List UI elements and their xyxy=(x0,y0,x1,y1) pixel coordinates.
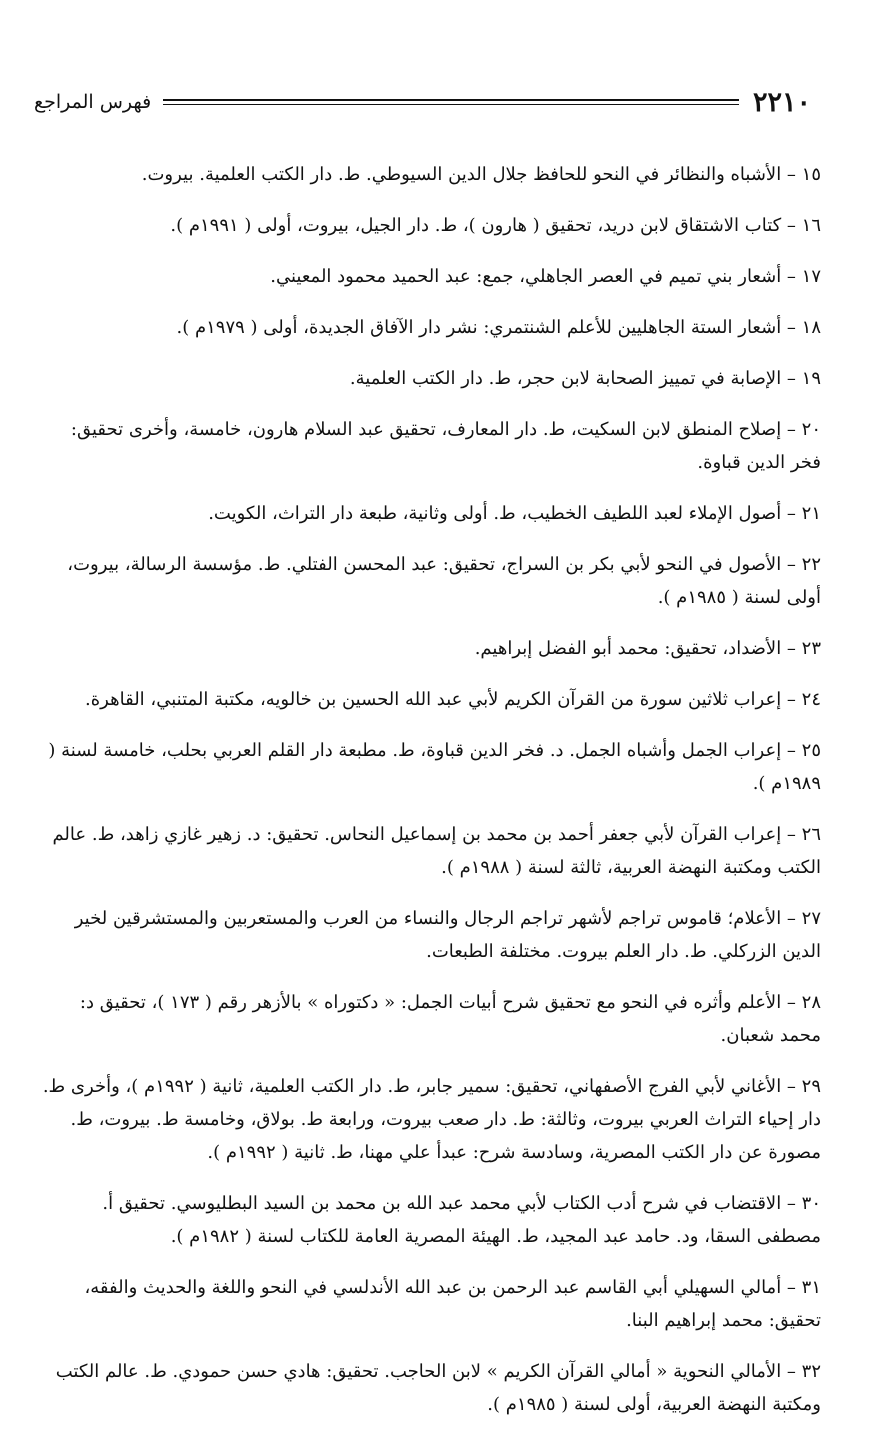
entry-text: إصلاح المنطق لابن السكيت، ط. دار المعارف، تحقيق عبد السلام هارون، خامسة، وأخرى تحقيق: فخر الدين قباوة. xyxy=(70,419,821,473)
page-header xyxy=(34,82,811,122)
entry-text: الاقتضاب في شرح أدب الكتاب لأبي محمد عبد الله بن محمد بن السيد البطليوسي. تحقيق أ. مصطفى السقا، ود. حامد عبد المجيد، ط. الهيئة المصرية العامة للكتاب لسنة ( ١٩٨٢م ). xyxy=(102,1193,821,1247)
header-rule xyxy=(163,99,739,105)
entry-text: الأضداد، تحقيق: محمد أبو الفضل إبراهيم. xyxy=(474,638,782,659)
entry-text: الأغاني لأبي الفرج الأصفهاني، تحقيق: سمير جابر، ط. دار الكتب العلمية، ثانية ( ١٩٩٢م )، وأخرى ط. دار إحياء التراث العربي بيروت، وثالثة: ط. دار صعب بيروت، ورابعة ط. بولاق، وخامسة ط. بيروت، ط. مصورة عن دار الكتب المصرية، وسادسة شرح: عبدأ علي مهنا، ط. ثانية ( ١٩٩٢م ). xyxy=(42,1076,821,1163)
reference-entry: ١٦ – كتاب الاشتقاق لابن دريد، تحقيق ( هارون )، ط. دار الجيل، بيروت، أولى ( ١٩٩١م ). xyxy=(170,215,821,236)
reference-entry: ٢٧ – الأعلام؛ قاموس تراجم لأشهر تراجم الرجال والنساء من العرب والمستعربين والمستشرقين لخير الدين الزركلي. ط. دار العلم بيروت. مختلفة الطبعات. xyxy=(74,908,821,962)
entry-number: ٢١ xyxy=(801,503,821,524)
entry-number: ٢٢ xyxy=(801,554,821,575)
reference-entry: ١٩ – الإصابة في تمييز الصحابة لابن حجر، ط. دار الكتب العلمية. xyxy=(349,368,821,389)
entry-number: ٢٣ xyxy=(801,638,821,659)
entry-number: ١٥ xyxy=(801,164,821,185)
reference-entry: ١٥ – الأشباه والنظائر في النحو للحافظ جلال الدين السيوطي. ط. دار الكتب العلمية. بيروت. xyxy=(141,164,821,185)
reference-entry: ١٨ – أشعار الستة الجاهليين للأعلم الشنتمري: نشر دار الآفاق الجديدة، أولى ( ١٩٧٩م ). xyxy=(176,317,821,338)
reference-entry: ٢٣ – الأضداد، تحقيق: محمد أبو الفضل إبراهيم. xyxy=(474,638,821,659)
entry-text: أشعار بني تميم في العصر الجاهلي، جمع: عبد الحميد محمود المعيني. xyxy=(270,266,782,287)
entry-text: أشعار الستة الجاهليين للأعلم الشنتمري: نشر دار الآفاق الجديدة، أولى ( ١٩٧٩م ). xyxy=(176,317,782,338)
entry-number: ١٩ xyxy=(801,368,821,389)
reference-entry: ٢٥ – إعراب الجمل وأشباه الجمل. د. فخر الدين قباوة، ط. مطبعة دار القلم العربي بحلب، خامسة لسنة ( ١٩٨٩م ). xyxy=(48,740,821,794)
entry-number: ٢٩ xyxy=(801,1076,821,1097)
entry-number: ٣٢ xyxy=(801,1361,821,1382)
entry-text: الأمالي النحوية « أمالي القرآن الكريم » لابن الحاجب. تحقيق: هادي حسن حمودي. ط. عالم الكتب ومكتبة النهضة العربية، أولى لسنة ( ١٩٨٥م ). xyxy=(55,1361,821,1415)
entry-text: الإصابة في تمييز الصحابة لابن حجر، ط. دار الكتب العلمية. xyxy=(349,368,782,389)
reference-entry: ٢٠ – إصلاح المنطق لابن السكيت، ط. دار المعارف، تحقيق عبد السلام هارون، خامسة، وأخرى تحقيق: فخر الدين قباوة. xyxy=(70,419,821,473)
page-number: ٢٢١٠ xyxy=(752,86,811,118)
reference-entry: ٣٢ – الأمالي النحوية « أمالي القرآن الكريم » لابن الحاجب. تحقيق: هادي حسن حمودي. ط. عالم الكتب ومكتبة النهضة العربية، أولى لسنة ( ١٩٨٥م ). xyxy=(55,1361,821,1415)
entry-number: ٢٦ xyxy=(801,824,821,845)
entry-number: ٣١ xyxy=(801,1277,821,1298)
entry-text: الأشباه والنظائر في النحو للحافظ جلال الدين السيوطي. ط. دار الكتب العلمية. بيروت. xyxy=(141,164,782,185)
entry-text: الأصول في النحو لأبي بكر بن السراج، تحقيق: عبد المحسن الفتلي. ط. مؤسسة الرسالة، بيروت، أولى لسنة ( ١٩٨٥م ). xyxy=(67,554,821,608)
reference-entry: ٢١ – أصول الإملاء لعبد اللطيف الخطيب، ط. أولى وثانية، طبعة دار التراث، الكويت. xyxy=(208,503,821,524)
entry-text: أمالي السهيلي أبي القاسم عبد الرحمن بن عبد الله الأندلسي في النحو واللغة والحديث والفقه، تحقيق: محمد إبراهيم البنا. xyxy=(84,1277,821,1331)
entry-text: إعراب الجمل وأشباه الجمل. د. فخر الدين قباوة، ط. مطبعة دار القلم العربي بحلب، خامسة لسنة ( ١٩٨٩م ). xyxy=(48,740,821,794)
entry-text: كتاب الاشتقاق لابن دريد، تحقيق ( هارون )، ط. دار الجيل، بيروت، أولى ( ١٩٩١م ). xyxy=(170,215,782,236)
reference-entry: ٢٢ – الأصول في النحو لأبي بكر بن السراج، تحقيق: عبد المحسن الفتلي. ط. مؤسسة الرسالة، بيروت، أولى لسنة ( ١٩٨٥م ). xyxy=(67,554,821,608)
entry-text: الأعلم وأثره في النحو مع تحقيق شرح أبيات الجمل: « دكتوراه » بالأزهر رقم ( ١٧٣ )، تحقيق د: محمد شعبان. xyxy=(79,992,821,1046)
entry-number: ٢٧ xyxy=(801,908,821,929)
references-list xyxy=(40,140,821,1430)
reference-entry: ٣٠ – الاقتضاب في شرح أدب الكتاب لأبي محمد عبد الله بن محمد بن السيد البطليوسي. تحقيق أ. مصطفى السقا، ود. حامد عبد المجيد، ط. الهيئة المصرية العامة للكتاب لسنة ( ١٩٨٢م ). xyxy=(102,1193,821,1247)
reference-entry: ٢٨ – الأعلم وأثره في النحو مع تحقيق شرح أبيات الجمل: « دكتوراه » بالأزهر رقم ( ١٧٣ )، تحقيق د: محمد شعبان. xyxy=(79,992,821,1046)
reference-entry: ٢٤ – إعراب ثلاثين سورة من القرآن الكريم لأبي عبد الله الحسين بن خالويه، مكتبة المتنبي، القاهرة. xyxy=(85,689,821,710)
entry-text: الأعلام؛ قاموس تراجم لأشهر تراجم الرجال والنساء من العرب والمستعربين والمستشرقين لخير الدين الزركلي. ط. دار العلم بيروت. مختلفة الطبعات. xyxy=(74,908,821,962)
entry-number: ٢٨ xyxy=(801,992,821,1013)
entry-text: أصول الإملاء لعبد اللطيف الخطيب، ط. أولى وثانية، طبعة دار التراث، الكويت. xyxy=(208,503,782,524)
reference-entry: ٢٩ – الأغاني لأبي الفرج الأصفهاني، تحقيق: سمير جابر، ط. دار الكتب العلمية، ثانية ( ١٩٩٢م )، وأخرى ط. دار إحياء التراث العربي بيروت، وثالثة: ط. دار صعب بيروت، ورابعة ط. بولاق، وخامسة ط. بيروت، ط. مصورة عن دار الكتب المصرية، وسادسة شرح: عبدأ علي مهنا، ط. ثانية ( ١٩٩٢م ). xyxy=(42,1076,821,1163)
entry-number: ١٧ xyxy=(801,266,821,287)
entry-text: إعراب ثلاثين سورة من القرآن الكريم لأبي عبد الله الحسين بن خالويه، مكتبة المتنبي، القاهرة. xyxy=(85,689,782,710)
entry-number: ٢٠ xyxy=(801,419,821,440)
entry-text: إعراب القرآن لأبي جعفر أحمد بن محمد بن إسماعيل النحاس. تحقيق: د. زهير غازي زاهد، ط. عالم الكتب ومكتبة النهضة العربية، ثالثة لسنة ( ١٩٨٨م ). xyxy=(52,824,821,878)
entry-number: ٣٠ xyxy=(801,1193,821,1214)
entry-number: ١٨ xyxy=(801,317,821,338)
reference-entry: ٣١ – أمالي السهيلي أبي القاسم عبد الرحمن بن عبد الله الأندلسي في النحو واللغة والحديث والفقه، تحقيق: محمد إبراهيم البنا. xyxy=(84,1277,821,1331)
entry-number: ٢٥ xyxy=(801,740,821,761)
reference-entry: ٢٦ – إعراب القرآن لأبي جعفر أحمد بن محمد بن إسماعيل النحاس. تحقيق: د. زهير غازي زاهد، ط. عالم الكتب ومكتبة النهضة العربية، ثالثة لسنة ( ١٩٨٨م ). xyxy=(52,824,821,878)
reference-entry: ١٧ – أشعار بني تميم في العصر الجاهلي، جمع: عبد الحميد محمود المعيني. xyxy=(270,266,821,287)
page-title: فهرس المراجع xyxy=(34,91,152,113)
entry-number: ٢٤ xyxy=(801,689,821,710)
entry-number: ١٦ xyxy=(801,215,821,236)
